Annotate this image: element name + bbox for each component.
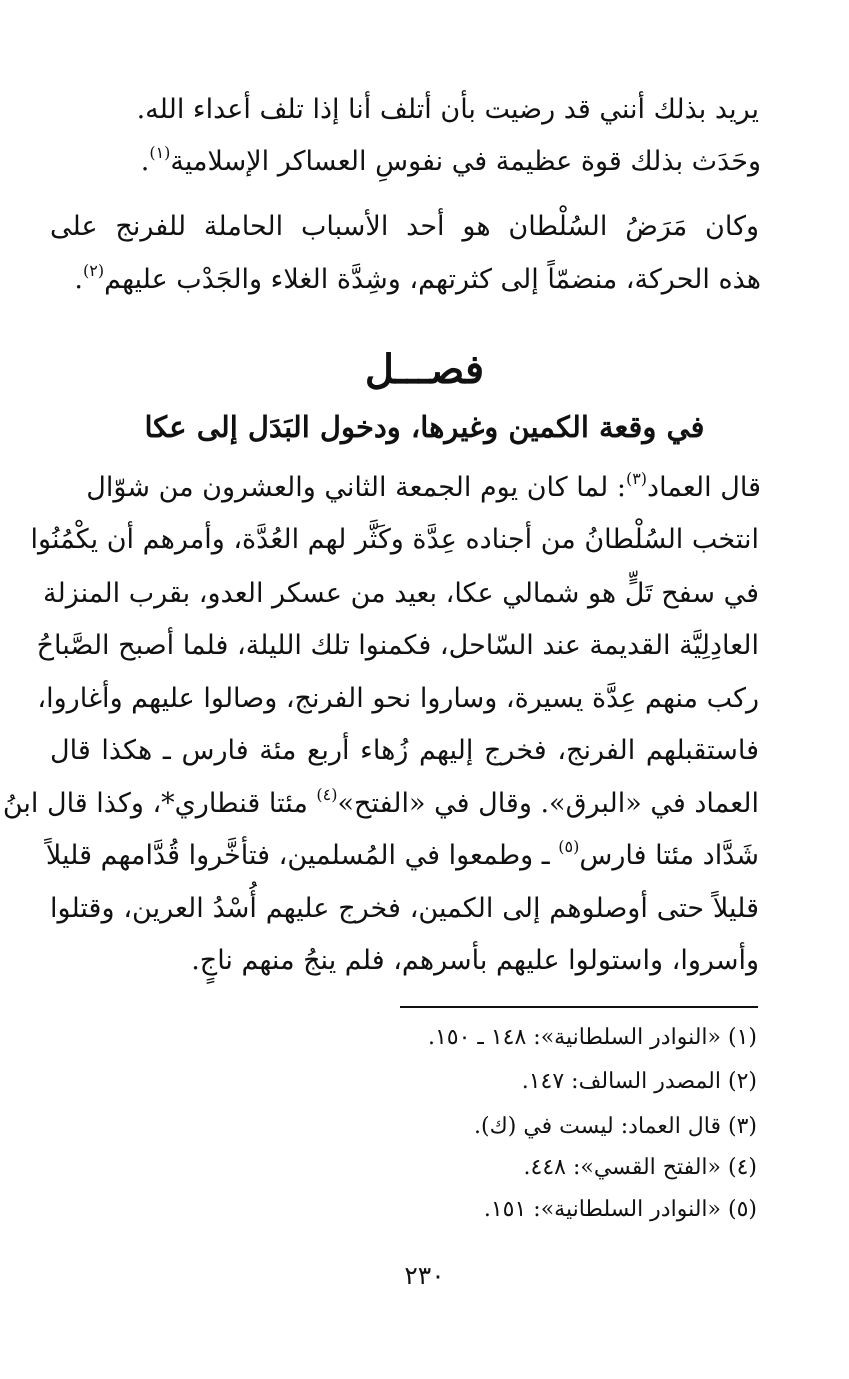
- text-run: ركب منهم عِدَّة يسيرة، وساروا نحو الفرنج، وصالوا عليهم وأغاروا،: [37, 683, 759, 714]
- footnote-marker: (٥): [558, 837, 580, 856]
- text-run: شَدَّاد مئتا فارس: [579, 840, 759, 871]
- text-run: : لما كان يوم الجمعة الثاني والعشرون من شوّال: [86, 472, 626, 503]
- text-run: في سفح تَلٍّ هو شمالي عكا، بعيد من عسكر العدو، بقرب المنزلة: [43, 578, 759, 609]
- main-paragraph-line-3: [43, 574, 759, 614]
- text-run: قال العماد: [647, 472, 761, 503]
- page-number: ٢٣٠: [404, 1261, 445, 1290]
- text-run: يريد بذلك أنني قد رضيت بأن أتلف أنا إذا تلف أعداء الله.: [136, 94, 759, 125]
- main-paragraph-line-2: [30, 520, 759, 560]
- footnote-1: (١) «النوادر السلطانية»: ١٤٨ ـ ١٥٠.: [427, 1025, 757, 1050]
- intro-paragraph-1-line-2: [50, 142, 761, 182]
- footnote-marker: (٤): [316, 785, 338, 804]
- main-paragraph-line-1: [50, 468, 761, 508]
- text-run: العادِلِيَّة القديمة عند السّاحل، فكمنوا تلك الليلة، فلما أصبح الصَّباحُ: [36, 630, 759, 661]
- text-run: قليلاً حتى أوصلوهم إلى الكمين، فخرج عليهم أُسْدُ العرين، وقتلوا: [50, 893, 759, 924]
- text-run: مئتا قنطاري*، وكذا قال ابنُ: [2, 788, 317, 819]
- main-paragraph-line-5: [37, 679, 759, 719]
- text-run: العماد في «البرق». وقال في «الفتح»: [337, 788, 759, 819]
- footnote-separator: [400, 1006, 758, 1008]
- text-run: انتخب السُلْطانُ من أجناده عِدَّة وكَثَّر لهم العُدَّة، وأمرهم أن يكْمُنُوا: [30, 524, 759, 555]
- main-paragraph-line-6: [50, 731, 759, 771]
- text-run: ـ وطمعوا في المُسلمين، فتأخَّروا قُدَّامهم قليلاً: [45, 840, 559, 871]
- main-paragraph-line-4: [36, 626, 759, 666]
- text-run: هذه الحركة، منضمّاً إلى كثرتهم، وشِدَّة الغلاء والجَدْب عليهم: [104, 264, 761, 295]
- text-run: فاستقبلهم الفرنج، فخرج إليهم زُهاء أربع مئة فارس ـ هكذا قال: [50, 735, 759, 766]
- main-paragraph-line-7: [2, 784, 759, 824]
- footnote-2: (٢) المصدر السالف: ١٤٧.: [521, 1069, 757, 1094]
- footnote-marker: (٣): [625, 469, 648, 488]
- footnote-4: (٤) «الفتح القسي»: ٤٤٨.: [523, 1155, 757, 1180]
- footnote-marker: (٢): [83, 261, 105, 280]
- main-paragraph-line-10: [50, 941, 759, 981]
- main-paragraph-line-8: [45, 836, 759, 876]
- main-paragraph-line-9: [50, 889, 759, 929]
- section-subtitle: في وقعة الكمين وغيرها، ودخول البَدَل إلى عكا: [144, 410, 705, 444]
- footnote-3: (٣) قال العماد: ليست في (ك).: [474, 1114, 757, 1139]
- footnote-5: (٥) «النوادر السلطانية»: ١٥١.: [483, 1197, 757, 1222]
- intro-paragraph-2-line-1: [50, 207, 759, 247]
- text-run: وأسروا، واستولوا عليهم بأسرهم، فلم ينجُ منهم ناجٍ.: [191, 945, 759, 976]
- text-run: .: [140, 146, 150, 177]
- footnote-marker: (١): [149, 143, 171, 162]
- text-run: .: [74, 264, 84, 295]
- intro-paragraph-1-line-1: [50, 90, 759, 130]
- text-run: وكان مَرَضُ السُلْطان هو أحد الأسباب الحاملة للفرنج على: [50, 211, 759, 242]
- section-title: فصـــل: [364, 346, 485, 393]
- text-run: وحَدَث بذلك قوة عظيمة في نفوسِ العساكر الإسلامية: [170, 146, 761, 177]
- intro-paragraph-2-line-2: [50, 260, 761, 300]
